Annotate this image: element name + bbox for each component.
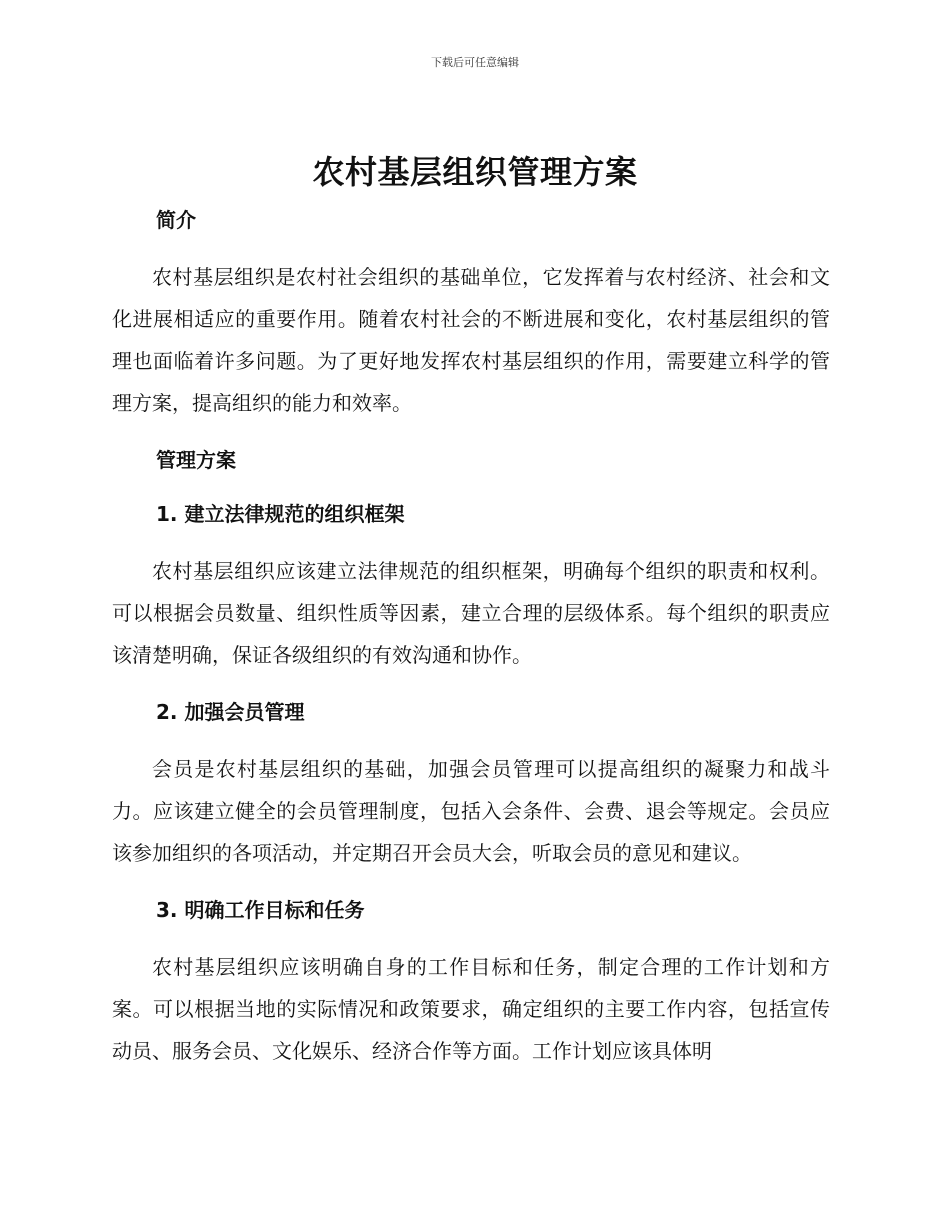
header-note: 下载后可任意编辑 bbox=[431, 56, 519, 69]
document-body bbox=[112, 200, 830, 1072]
section-heading-intro: 简介 bbox=[156, 208, 196, 232]
subsection-heading-3: 3. 明确工作目标和任务 bbox=[156, 898, 365, 922]
subsection-heading-1: 1. 建立法律规范的组织框架 bbox=[156, 502, 405, 526]
section-heading-plan: 管理方案 bbox=[156, 448, 236, 472]
paragraph-subsection-1: 农村基层组织应该建立法律规范的组织框架，明确每个组织的职责和权利。可以根据会员数量、组织性质等因素，建立合理的层级体系。每个组织的职责应该清楚明确，保证各级组织的有效沟通和协作。 bbox=[112, 559, 830, 667]
document-title: 农村基层组织管理方案 bbox=[312, 153, 638, 191]
paragraph-intro: 农村基层组织是农村社会组织的基础单位，它发挥着与农村经济、社会和文化进展相适应的重要作用。随着农村社会的不断进展和变化，农村基层组织的管理也面临着许多问题。为了更好地发挥农村基层组织的作用，需要建立科学的管理方案，提高组织的能力和效率。 bbox=[112, 265, 830, 415]
paragraph-subsection-2: 会员是农村基层组织的基础，加强会员管理可以提高组织的凝聚力和战斗力。应该建立健全的会员管理制度，包括入会条件、会费、退会等规定。会员应该参加组织的各项活动，并定期召开会员大会，听取会员的意见和建议。 bbox=[112, 757, 830, 865]
subsection-heading-2: 2. 加强会员管理 bbox=[156, 700, 305, 724]
paragraph-subsection-3: 农村基层组织应该明确自身的工作目标和任务，制定合理的工作计划和方案。可以根据当地的实际情况和政策要求，确定组织的主要工作内容，包括宣传动员、服务会员、文化娱乐、经济合作等方面。工作计划应该具体明 bbox=[112, 955, 830, 1063]
